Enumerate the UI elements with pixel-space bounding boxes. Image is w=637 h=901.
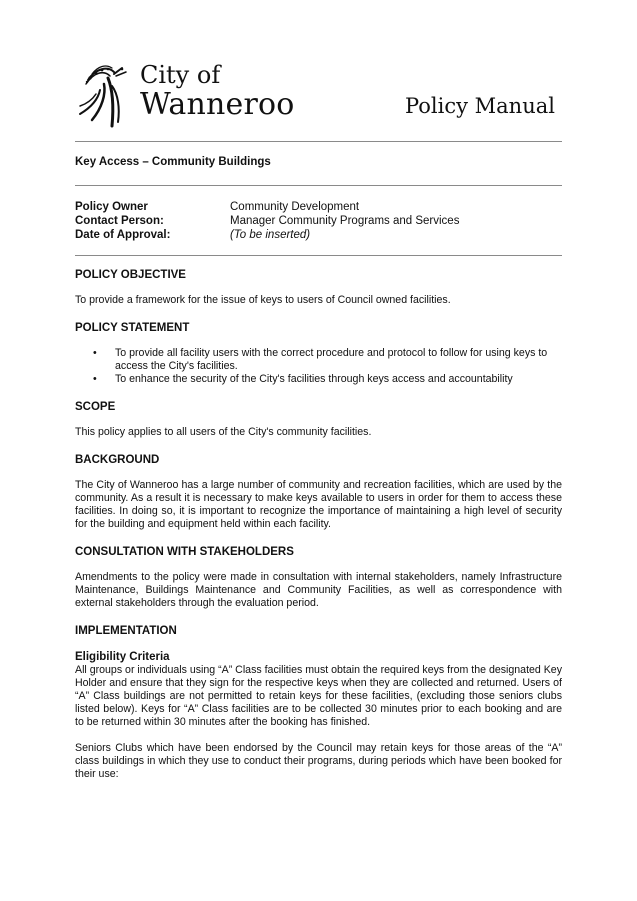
divider xyxy=(75,185,562,186)
scope-text: This policy applies to all users of the City's community facilities. xyxy=(75,426,372,438)
meta-value: (To be inserted) xyxy=(230,229,311,241)
bullet-icon: • xyxy=(93,373,97,385)
background-text: The City of Wanneroo has a large number of community and recreation facilities, which are used by the community. As a result it is necessary to make keys available to users in order for them to access these facilities. In doing so, it is important to recognize the importance of maintaining a high level of security for the building and equipment held within each facility. xyxy=(75,479,562,530)
meta-row-owner xyxy=(75,200,459,214)
consultation-text: Amendments to the policy were made in consultation with internal stakeholders, namely Infrastructure Maintenance, Buildings Maintenance and Community Facilities, as well as correspondence with external stakeholders through the evaluation period. xyxy=(75,571,562,609)
section-heading-background: BACKGROUND xyxy=(75,454,160,466)
divider xyxy=(75,141,562,142)
manual-title: Policy Manual xyxy=(405,94,555,118)
bullet-icon: • xyxy=(93,347,97,359)
city-logo xyxy=(78,61,298,130)
list-item-text: To provide all facility users with the correct procedure and protocol to follow for using keys to access the City's facilities. xyxy=(115,347,548,372)
subheading-eligibility: Eligibility Criteria xyxy=(75,651,170,663)
meta-value: Community Development xyxy=(230,201,360,213)
seniors-clubs-text: Seniors Clubs which have been endorsed by the Council may retain keys for those areas of the “A” class buildings in which they use to conduct their programs, during periods which have been booked for their use: xyxy=(75,742,562,780)
logo-name-text: Wanneroo xyxy=(140,87,295,122)
list-item xyxy=(93,347,562,373)
meta-label: Policy Owner xyxy=(75,201,148,213)
section-heading-implementation: IMPLEMENTATION xyxy=(75,625,177,637)
meta-label: Contact Person: xyxy=(75,215,164,227)
eligibility-text: All groups or individuals using “A” Class facilities must obtain the required keys from the designated Key Holder and ensure that they sign for the respective keys when they are collected and returned. Users of “A” Class buildings are not permitted to retain keys for these facilities, (excluding those seniors clubs listed below). Keys for “A” Class facilities are to be collected 30 minutes prior to each booking and are to be returned within 30 minutes after the booking has finished. xyxy=(75,664,562,728)
statement-list xyxy=(75,347,562,386)
list-item-text: To enhance the security of the City's facilities through keys access and accountability xyxy=(115,373,513,385)
objective-text: To provide a framework for the issue of keys to users of Council owned facilities. xyxy=(75,294,451,306)
meta-row-approval xyxy=(75,228,459,242)
grass-tree-logo-icon xyxy=(78,64,136,128)
list-item xyxy=(93,373,562,386)
meta-value: Manager Community Programs and Services xyxy=(230,215,460,227)
divider xyxy=(75,255,562,256)
section-heading-consultation: CONSULTATION WITH STAKEHOLDERS xyxy=(75,546,294,558)
section-heading-scope: SCOPE xyxy=(75,401,116,413)
policy-meta xyxy=(75,200,459,242)
document-title: Key Access – Community Buildings xyxy=(75,156,271,168)
meta-label: Date of Approval: xyxy=(75,229,171,241)
section-heading-objective: POLICY OBJECTIVE xyxy=(75,269,186,281)
policy-body xyxy=(75,268,562,781)
section-heading-statement: POLICY STATEMENT xyxy=(75,322,190,334)
logo-city-text: City of xyxy=(140,61,221,89)
meta-row-contact xyxy=(75,214,459,228)
